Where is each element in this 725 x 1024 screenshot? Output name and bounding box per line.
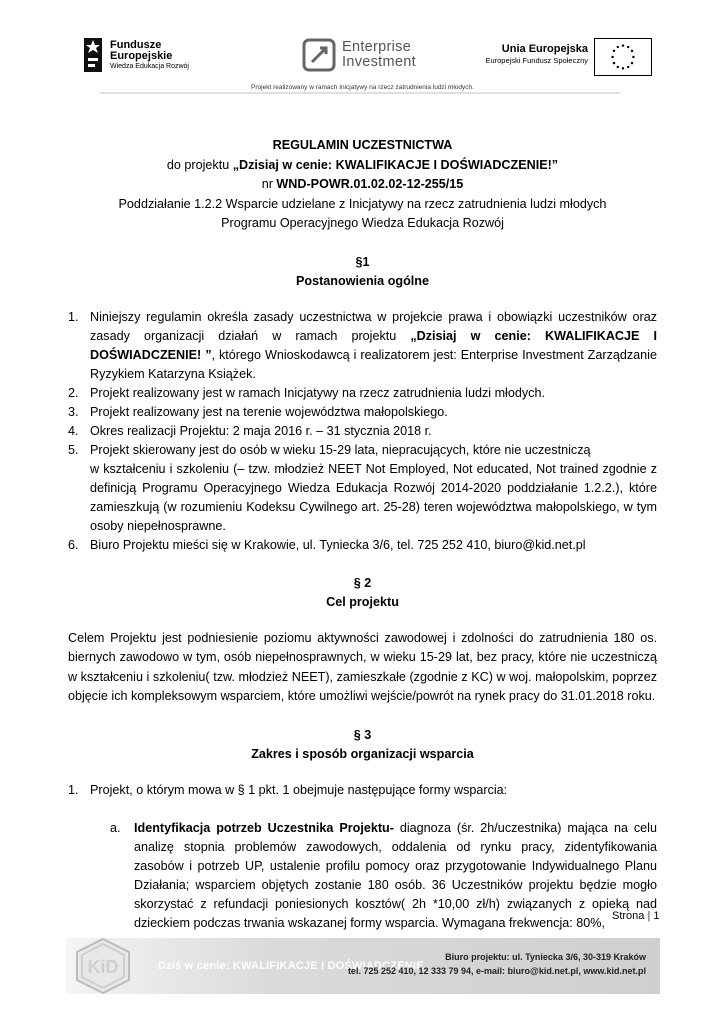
page-label: Strona	[612, 910, 645, 922]
section-3-list	[68, 781, 657, 800]
footer-address-line1: Biuro projektu: ul. Tyniecka 3/6, 30-319 Kraków	[445, 952, 646, 962]
section-2-number: § 2	[353, 575, 372, 590]
header-divider	[100, 92, 620, 94]
ue-logo-line1: Unia Europejska	[501, 43, 588, 55]
ei-logo-line1: Enterprise	[342, 39, 412, 55]
section-2-heading: Cel projektu	[326, 595, 399, 609]
header-project-note: Projekt realizowany w ramach Inicjatywy na rzecz zatrudnienia ludzi młodych.	[251, 84, 474, 91]
project-number: WND-POWR.01.02.02-12-255/15	[276, 177, 464, 191]
list-item: 1. Niniejszy regulamin określa zasady uczestnictwa w projekcie prawa i obowiązki uczestników oraz zasady organizacji działań w ramach projektu „Dzisiaj w cenie: KWALIFIKACJE I DOŚWIADCZENIE! ”, którego Wnioskodawcą i realizatorem jest: Enterprise Investment Zarządzanie Ryzykiem Katarzyna Książek.	[68, 309, 657, 381]
doc-title-subaction: Poddziałanie 1.2.2 Wsparcie udzielane z Inicjatywy na rzecz zatrudnienia ludzi młodych	[118, 196, 607, 211]
page-header	[0, 32, 725, 82]
footer-slogan: Dziś w cenie: KWALIFIKACJE I DOŚWIADCZENIE	[158, 960, 424, 972]
section-1-heading: Postanowienia ogólne	[296, 274, 429, 288]
page-footer	[66, 938, 660, 994]
footer-address-line2: tel. 725 252 410, 12 333 79 94, e-mail: biuro@kid.net.pl, www.kid.net.pl	[347, 966, 646, 976]
support-form-title: Identyfikacja potrzeb Uczestnika Projektu-	[134, 820, 394, 835]
page-number	[612, 910, 704, 922]
list-item: 3. Projekt realizowany jest na terenie województwa małopolskiego.	[68, 404, 448, 419]
support-form-a	[68, 819, 660, 933]
doc-title: REGULAMIN UCZESTNICTWA	[272, 138, 453, 152]
footer-address	[348, 950, 646, 978]
section-1-list	[68, 308, 657, 555]
kid-logo-text: KiD	[87, 957, 119, 977]
ue-logo-line2: Europejski Fundusz Społeczny	[485, 56, 588, 65]
kid-logo-icon	[72, 938, 134, 994]
fe-logo-line2: Europejskie	[110, 50, 173, 62]
list-item: 2. Projekt realizowany jest w ramach Inicjatywy na rzecz zatrudnienia ludzi młodych.	[68, 385, 545, 400]
page-separator: |	[647, 910, 651, 922]
project-name: „Dzisiaj w cenie: KWALIFIKACJE I DOŚWIADCZENIE!”	[232, 157, 559, 172]
ei-logo-line2: Investment	[342, 54, 416, 70]
support-form-letter: a.	[110, 820, 121, 835]
support-form-description: diagnoza (śr. 2h/uczestnika) mająca na celu analizę stopnia problemów zawodowych, oddalenia od rynku pracy, zidentyfikowania zasobów i potrzeb UP, ustalenie profilu pomocy oraz przygotowanie Indywidualnego Planu Działania; wsparciem objętych zostanie 180 osób. 36 Uczestników projektu będzie mogło skorzystać z refundacji poniesionych kosztów( 2h *10,00 zł/h) związanych z opieką nad dzieckiem podczas trwania wskazanej formy wsparcia. Wymagana frekwencja: 80%,	[134, 820, 657, 930]
unia-europejska-logo	[470, 38, 660, 78]
list-item: 4. Okres realizacji Projektu: 2 maja 2016 r. – 31 stycznia 2018 r.	[68, 423, 432, 438]
list-item: 5. Projekt skierowany jest do osób w wieku 15-29 lata, niepracujących, które nie uczestniczą w kształceniu i szkoleniu (– tzw. młodzież NEET Not Employed, Not educated, Not trained zgodnie z definicją Programu Operacyjnego Wiedza Edukacja Rozwój 2014-2020 poddziałanie 1.2.2.), które zamieszkują (w rozumieniu Kodeksu Cywilnego art. 25-28) teren województwa małopolskiego, w tym osoby niepełnosprawne.	[68, 442, 657, 533]
ei-mark-icon	[302, 38, 336, 72]
fe-star-mark-icon	[82, 36, 104, 74]
list-item: 6. Biuro Projektu mieści się w Krakowie, ul. Tyniecka 3/6, tel. 725 252 410, biuro@kid.net.pl	[68, 537, 586, 552]
enterprise-investment-logo	[302, 38, 422, 72]
doc-title-number: nr WND-POWR.01.02.02-12-255/15	[261, 177, 464, 191]
fundusze-europejskie-logo	[82, 36, 212, 80]
doc-title-program: Programu Operacyjnego Wiedza Edukacja Rozwój	[221, 216, 504, 230]
page-num-value: 1	[653, 910, 660, 922]
list-item: 1. Projekt, o którym mowa w § 1 pkt. 1 obejmuje następujące formy wsparcia:	[68, 782, 508, 797]
section-3-number: § 3	[353, 727, 372, 742]
section-2-text: Celem Projektu jest podniesienie poziomu aktywności zawodowej i zdolności do zatrudnienia 180 os. biernych zawodowo w tym, osób niepełnosprawnych, w wieku 15-29 lat, bez pracy, które nie uczestniczą w kształceniu i szkoleniu( tzw. młodzież NEET), zamieszkałe (zgodnie z KC) w woj. małopolskim, poprzez objęcie ich kompleksowym wsparciem, które umożliwi wejście/powrót na rynek pracy do 31.01.2018 roku.	[68, 630, 657, 703]
doc-title-project: do projektu „Dzisiaj w cenie: KWALIFIKACJE I DOŚWIADCZENIE!”	[166, 157, 559, 172]
document-body	[68, 136, 660, 933]
eu-flag-icon	[594, 38, 652, 76]
fe-logo-line3: Wiedza Edukacja Rozwój	[110, 63, 189, 70]
fe-logo-line1: Fundusze	[110, 39, 162, 51]
section-3-heading: Zakres i sposób organizacji wsparcia	[251, 747, 474, 761]
section-1-number: §1	[355, 254, 370, 269]
